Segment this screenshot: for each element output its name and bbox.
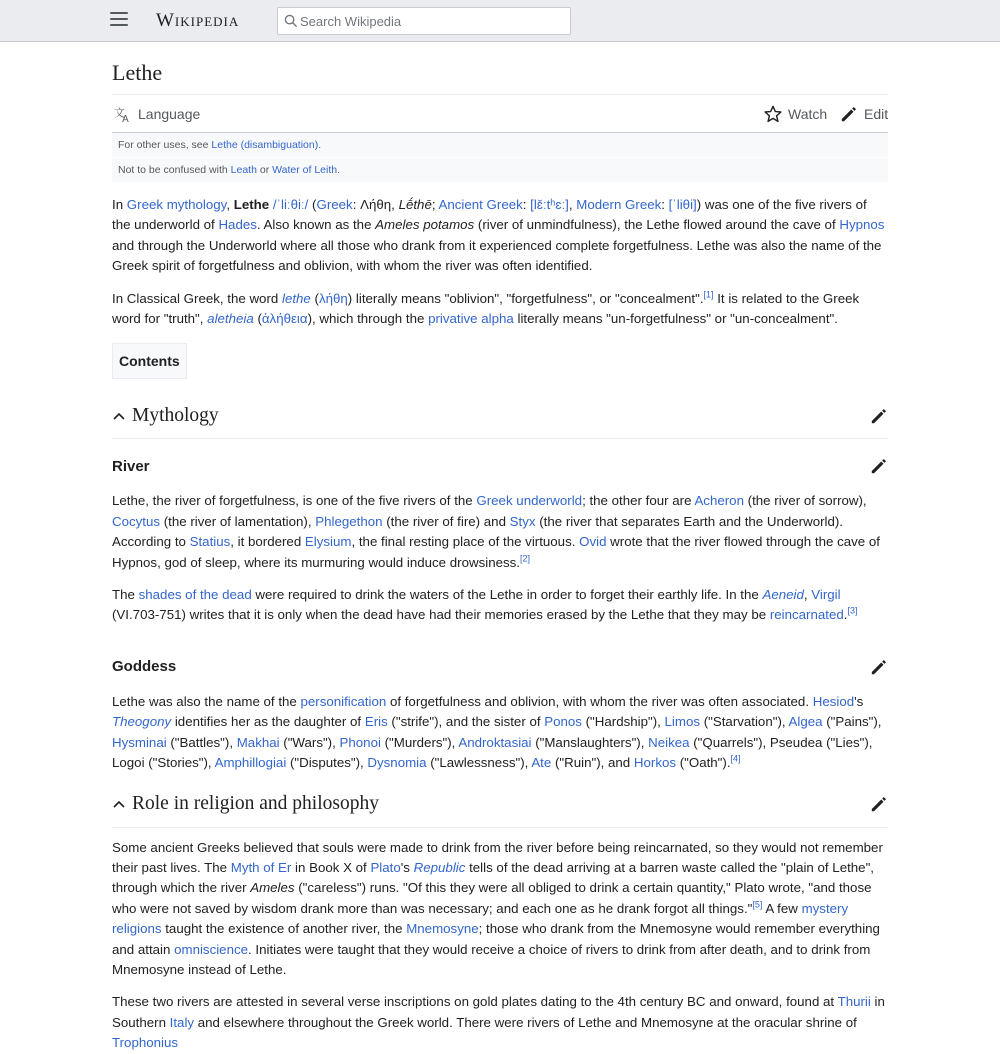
hatnote-text: Not to be confused with	[118, 164, 231, 176]
religion-paragraph-1: Some ancient Greeks believed that souls were made to drink from the river before being reincarnated, so they would not remember their past lives. The Myth of Er in Book X of Plato's Republic tells of the dead arriving at a barren waste called the "plain of Lethe", through which the river Ameles ("careless") runs. "Of this they were all obliged to drink a certain quantity," Plato wrote, "and those who were not saved by wisdom drank more than was necessary; and each one as he drank forgot all things."[5] A few mystery religions taught the existence of another river, the Mnemosyne; those who drank from the Mnemosyne would remember everything and attain omniscience. Initiates were taught that they would receive a choice of rivers to drink from after death, and to drink from Mnemosyne instead of Lethe.	[112, 839, 883, 977]
link-leath[interactable]: Leath	[230, 164, 257, 176]
link-personification[interactable]: personification	[300, 693, 387, 709]
link-shades-of-the-dead[interactable]: shades of the dead	[138, 587, 252, 603]
reference-5[interactable]: [5]	[752, 899, 763, 910]
link-trophonius[interactable]: Trophonius	[112, 1035, 179, 1051]
ipa-ancient-greek[interactable]: [lɛ̌ːtʰɛː]	[530, 197, 569, 212]
chevron-up-icon[interactable]	[112, 797, 126, 811]
link-hesiod[interactable]: Hesiod	[812, 693, 855, 709]
search-icon	[284, 14, 298, 28]
link-styx[interactable]: Styx	[509, 513, 536, 529]
hatnote-text: .	[337, 164, 341, 176]
link-ponos[interactable]: Ponos	[544, 714, 582, 730]
edit-section-pencil-icon[interactable]	[870, 795, 888, 813]
page-actions-bar	[112, 95, 888, 133]
link-theogony[interactable]: Theogony	[112, 714, 172, 730]
link-dysnomia[interactable]: Dysnomia	[367, 755, 427, 771]
link-greek-underworld[interactable]: Greek underworld	[476, 493, 583, 509]
edit-button[interactable]	[840, 105, 888, 123]
link-italy[interactable]: Italy	[169, 1014, 195, 1030]
link-lethe-word[interactable]: lethe	[281, 290, 311, 306]
search-input[interactable]	[300, 11, 560, 31]
chevron-up-icon[interactable]	[112, 409, 126, 423]
svg-text:A: A	[122, 114, 129, 126]
edit-section-pencil-icon[interactable]	[870, 457, 888, 475]
link-algea[interactable]: Algea	[788, 714, 823, 730]
link-modern-greek[interactable]: Modern Greek	[576, 197, 662, 212]
link-omniscience[interactable]: omniscience	[174, 941, 249, 957]
language-icon	[114, 105, 132, 126]
section-title-religion: Role in religion and philosophy	[132, 793, 379, 814]
link-greek-mythology[interactable]: Greek mythology	[126, 197, 227, 212]
svg-text:文: 文	[114, 107, 125, 120]
link-republic[interactable]: Republic	[413, 859, 466, 875]
star-icon	[764, 105, 782, 123]
link-neikea[interactable]: Neikea	[648, 734, 690, 750]
page-title: Lethe	[112, 60, 888, 95]
religion-paragraph-2: These two rivers are attested in several verse inscriptions on gold plates dating to the 4th century BC and onward, found at Thurii in Southern Italy and elsewhere throughout the Greek world. There were rivers of Lethe and Mnemosyne at the oracular shrine of Trophonius	[112, 994, 885, 1051]
subsection-heading-goddess	[112, 654, 888, 680]
link-makhai[interactable]: Makhai	[236, 734, 280, 750]
river-paragraph-2: The shades of the dead were required to drink the waters of the Lethe in order to forget their earthly life. In the Aeneid, Virgil (VI.703-751) writes that it is only when the dead have had their memories erased by the Lethe that they may be reincarnated.[3]	[112, 587, 858, 623]
search-box[interactable]	[277, 7, 571, 35]
hatnote-text: For other uses, see	[118, 139, 212, 151]
hatnote-confusion	[112, 158, 888, 183]
intro-paragraph-1: In Greek mythology, Lethe /ˈliːθiː/ (Greek: Λήθη, Lḗthē; Ancient Greek: [lɛ̌ːtʰɛː], Modern Greek: [ˈliθi]) was one of the five rivers of the underworld of Hades. Also known as the Ameles potamos (river of unmindfulness), the Lethe flowed around the cave of Hypnos and through the Underworld where all those who drank from it experienced complete forgetfulness. Lethe was also the name of the Greek spirit of forgetfulness and oblivion, with whom the river was often identified.	[112, 197, 885, 274]
link-reincarnated[interactable]: reincarnated	[769, 607, 844, 623]
subsection-title-river: River	[112, 457, 150, 475]
hatnote-text: or	[256, 164, 273, 176]
watch-button[interactable]	[764, 105, 827, 123]
link-plato[interactable]: Plato	[370, 859, 401, 875]
goddess-paragraph: Lethe was also the name of the personification of forgetfulness and oblivion, with whom the river was often associated. Hesiod's Theogony identifies her as the daughter of Eris ("strife"), and the sister of Ponos ("Hardship"), Limos ("Starvation"), Algea ("Pains"), Hysminai ("Battles"), Makhai ("Wars"), Phonoi ("Murders"), Androktasiai ("Manslaughters"), Neikea ("Quarrels"), Pseudea ("Lies"), Logoi ("Stories"), Amphillogiai ("Disputes"), Dysnomia ("Lawlessness"), Ate ("Ruin"), and Horkos ("Oath").[4]	[112, 693, 882, 771]
edit-label: Edit	[864, 106, 889, 122]
link-limos[interactable]: Limos	[664, 714, 701, 730]
language-button[interactable]	[114, 105, 201, 126]
language-label: Language	[138, 106, 201, 122]
link-phlegethon[interactable]: Phlegethon	[315, 513, 383, 529]
link-cocytus[interactable]: Cocytus	[112, 513, 161, 529]
reference-1[interactable]: [1]	[703, 289, 714, 300]
watch-label: Watch	[788, 106, 828, 122]
link-hysminai[interactable]: Hysminai	[112, 734, 167, 750]
subsection-title-goddess: Goddess	[112, 658, 177, 676]
reference-2[interactable]: [2]	[519, 553, 530, 564]
edit-section-pencil-icon[interactable]	[870, 658, 888, 676]
ipa-modern-greek[interactable]: [ˈliθi]	[668, 197, 697, 212]
link-statius[interactable]: Statius	[189, 534, 231, 550]
link-mnemosyne[interactable]: Mnemosyne	[406, 921, 479, 937]
section-heading-mythology[interactable]	[112, 393, 888, 439]
section-heading-religion[interactable]	[112, 782, 888, 828]
link-horkos[interactable]: Horkos	[633, 755, 677, 771]
subsection-heading-river	[112, 453, 888, 479]
link-amphillogiai[interactable]: Amphillogiai	[214, 755, 287, 771]
link-hypnos[interactable]: Hypnos	[839, 217, 885, 233]
hatnote-disambiguation	[112, 133, 888, 158]
link-water-of-leith[interactable]: Water of Leith	[272, 164, 338, 176]
link-privative-alpha[interactable]: privative alpha	[428, 311, 514, 327]
link-aletheia-greek[interactable]: ἀλήθεια	[261, 311, 308, 327]
link-androktasiai[interactable]: Androktasiai	[458, 734, 532, 750]
link-ancient-greek[interactable]: Ancient Greek	[438, 197, 523, 212]
hatnote-text: .	[318, 139, 322, 151]
link-lethe-greek[interactable]: λήθη	[318, 290, 348, 306]
link-virgil[interactable]: Virgil	[811, 587, 841, 603]
link-aeneid[interactable]: Aeneid	[762, 587, 804, 603]
ipa-english[interactable]: /ˈliːθiː/	[272, 197, 309, 212]
river-paragraph-1: Lethe, the river of forgetfulness, is one of the five rivers of the Greek underworld; the other four are Acheron (the river of sorrow), Cocytus (the river of lamentation), Phlegethon (the river of fire) and Styx (the river that separates Earth and the Underworld). According to Statius, it bordered Elysium, the final resting place of the virtuous. Ovid wrote that the river flowed through the cave of Hypnos, god of sleep, where its murmuring would induce drowsiness.[2]	[112, 493, 880, 570]
top-bar	[0, 0, 1000, 42]
reference-4[interactable]: [4]	[730, 753, 741, 764]
link-mystery-religions[interactable]: mystery religions	[112, 900, 849, 937]
link-phonoi[interactable]: Phonoi	[339, 734, 381, 750]
pencil-icon	[840, 105, 858, 123]
link-ate[interactable]: Ate	[531, 755, 552, 771]
link-acheron[interactable]: Acheron	[694, 493, 744, 509]
link-lethe-disambiguation[interactable]: Lethe (disambiguation)	[211, 139, 319, 151]
link-hades[interactable]: Hades	[218, 217, 257, 233]
article-content	[112, 42, 888, 1054]
link-aletheia[interactable]: aletheia	[207, 311, 254, 327]
section-title-mythology: Mythology	[132, 404, 219, 426]
link-ovid[interactable]: Ovid	[579, 534, 607, 550]
edit-section-pencil-icon[interactable]	[870, 407, 888, 425]
menu-icon[interactable]	[110, 12, 128, 30]
intro-paragraph-2: In Classical Greek, the word lethe (λήθη) literally means "oblivion", "forgetfulness", or "concealment".[1] It is related to the Greek word for "truth", aletheia (ἀλήθεια), which through the privative alpha literally means "un-forgetfulness" or "un-concealment".	[112, 289, 860, 327]
link-eris[interactable]: Eris	[364, 714, 388, 730]
reference-3[interactable]: [3]	[847, 606, 858, 617]
contents-toggle[interactable]: Contents	[112, 343, 187, 379]
link-elysium[interactable]: Elysium	[304, 534, 352, 550]
link-thurii[interactable]: Thurii	[837, 994, 871, 1010]
link-myth-of-er[interactable]: Myth of Er	[230, 859, 292, 875]
wikipedia-wordmark[interactable]: Wikipedia	[156, 10, 240, 31]
link-greek[interactable]: Greek	[316, 197, 353, 212]
